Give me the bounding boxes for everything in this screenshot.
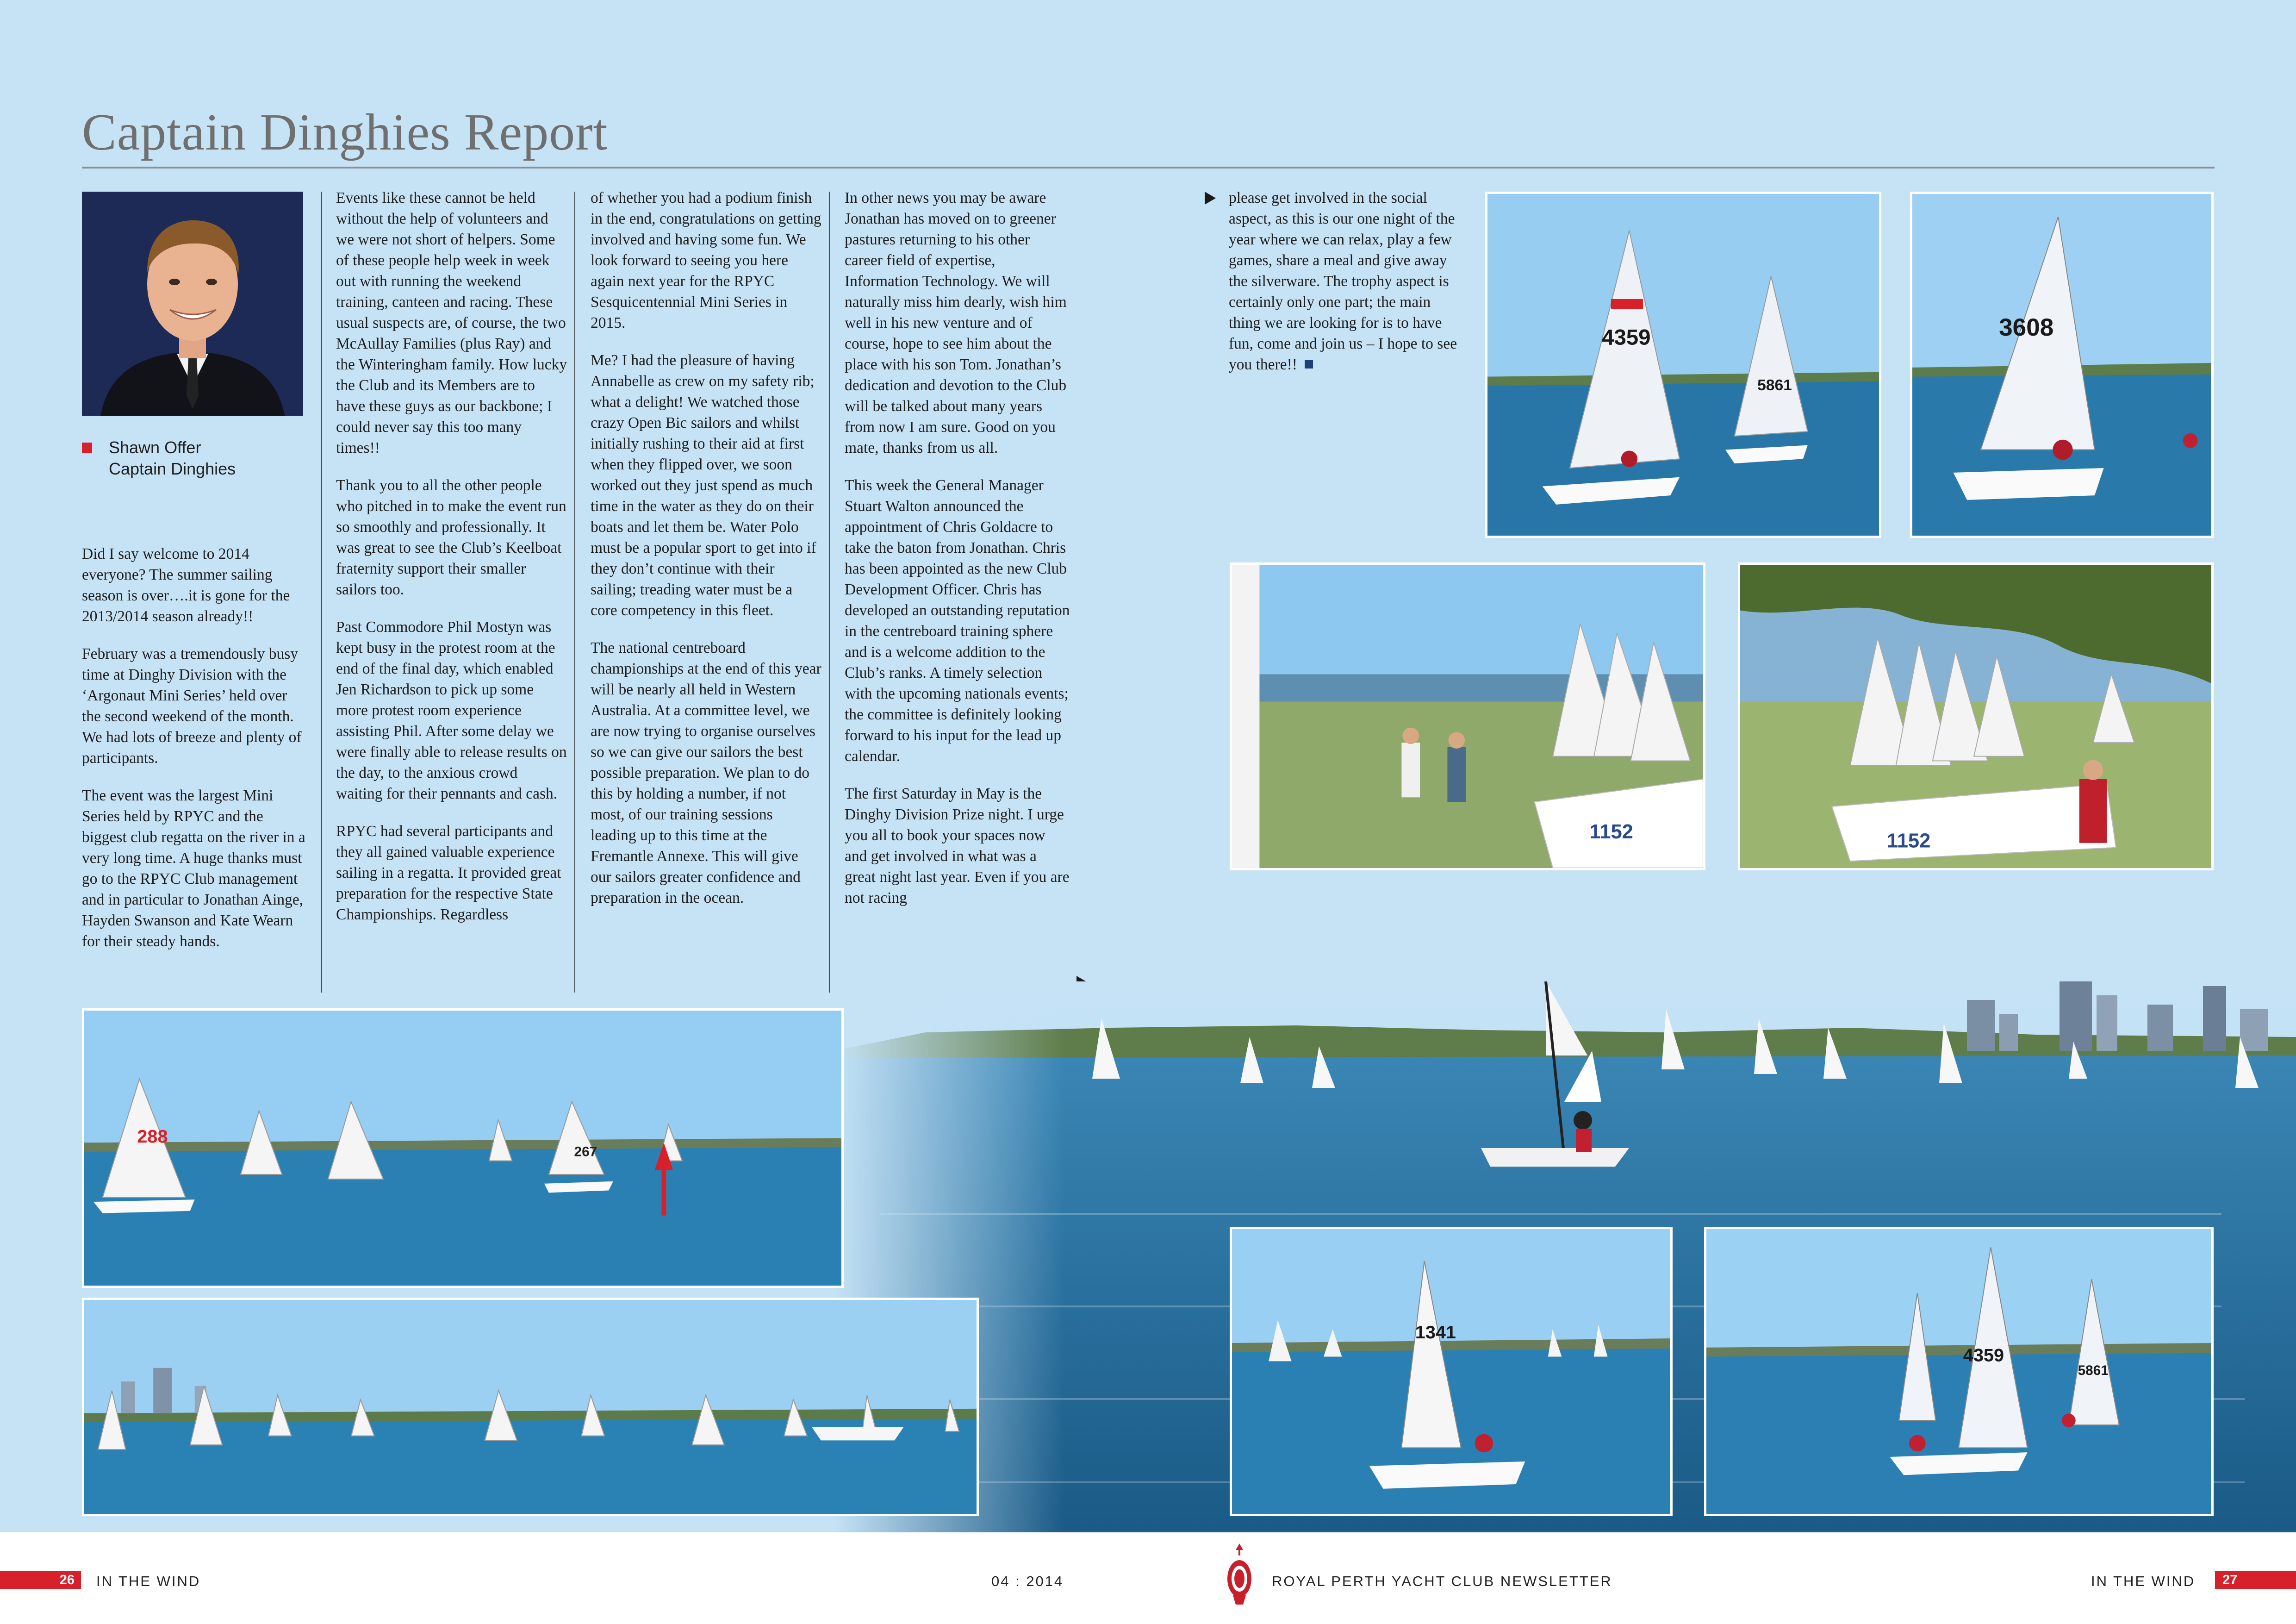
photo-fleet-2 xyxy=(82,1298,979,1516)
paragraph: RPYC had several participants and they all gained valuable experience sailing in a regatta. It provided great preparation for the respective State Championships. Regardless xyxy=(336,823,561,923)
continued-arrow-icon xyxy=(1205,192,1216,205)
sail-number: 1152 xyxy=(1886,830,1931,852)
paragraph: In other news you may be aware Jonathan has moved on to greener pastures returning to his other career field of expertise, Information Technology. We will naturally miss him dearly, wish him well in his new venture and of course, hope to see him about the place with his son Tom. Jonathan’s dedication and devotion to the Club will be talked about many years from now I am sure. Good on you mate, thanks from us all. xyxy=(845,189,1067,456)
paragraph-text: please get involved in the social aspect, as this is our one night of the year where we can relax, play a few games, share a meal and give away the silverware. The trophy aspect is certainly only one part; the main thing we are looking for is to have fun, come and join us – I hope to see you there!! xyxy=(1229,189,1457,373)
column-divider xyxy=(829,192,830,993)
photo-sailing-3 xyxy=(1230,1227,1673,1516)
sail-number: 5861 xyxy=(2078,1362,2109,1378)
end-mark-icon xyxy=(1305,360,1313,369)
author-role: Captain Dinghies xyxy=(109,459,236,478)
paragraph: The event was the largest Mini Series held by RPYC and the biggest club regatta on the river in a very long time. A huge thanks must go to the RPYC Club management and in particular to Jonathan Ainge, Hayden Swanson and Kate Wearn for their steady hands. xyxy=(82,787,305,950)
photo-sailing-4 xyxy=(1704,1227,2214,1516)
paragraph: The national centreboard championships at the end of this year will be nearly all held in Western Australia. At a committee level, we are now trying to organise ourselves so we can give our sailors the best possible preparation. We plan to do this by holding a number, if not most, of our training sessions leading up to this time at the Fremantle Annexe. This will give our sailors greater confidence and preparation in the ocean. xyxy=(591,639,821,906)
article-column-4 xyxy=(845,187,1071,925)
paragraph: Events like these cannot be held without the help of volunteers and we were not short of helpers. Some of these people help week in week out with running the weekend training, canteen and racing. These usual suspects are, of course, the two McAullay Families (plus Ray) and the Winteringham family. How lucky the Club and its Members are to have these guys as our backbone; I could never say this too many times!! xyxy=(336,189,567,456)
sail-number: 4359 xyxy=(1602,325,1651,350)
paragraph: The first Saturday in May is the Dinghy Division Prize night. I urge you all to book your spaces now and get involved in what was a great night last year. Even if you are not racing xyxy=(845,785,1070,906)
issue-date: 04 : 2014 xyxy=(991,1573,1064,1589)
author-caption xyxy=(82,437,236,480)
photo-fleet-1 xyxy=(82,1008,844,1288)
article-column-1 xyxy=(82,543,309,968)
publication-name-right: IN THE WIND xyxy=(2091,1573,2196,1589)
paragraph: Me? I had the pleasure of having Annabelle as crew on my safety rib; what a delight! We watched those crazy Open Bic sailors and whilst initially rushing to their aid at first when they flipped over, we soon worked out they just spend as much time in the water as they do on their boats and let them be. Water Polo must be a popular sport to get into if they don’t continue with their sailing; treading water must be a core competency in this fleet. xyxy=(591,352,816,619)
paragraph: Did I say welcome to 2014 everyone? The summer sailing season is over….it is gone for the 2013/2014 season already!! xyxy=(82,545,290,625)
photo-sailing-1 xyxy=(1485,192,1881,538)
article-column-3 xyxy=(591,187,822,925)
sail-number: 267 xyxy=(574,1144,597,1160)
page-number-left: 26 xyxy=(0,1571,81,1589)
author-portrait xyxy=(82,192,303,416)
sail-number: 5861 xyxy=(1757,377,1792,394)
title-rule xyxy=(82,167,2215,169)
page-footer xyxy=(0,1532,2296,1624)
page-number-right: 27 xyxy=(2215,1571,2296,1589)
sail-number: 1152 xyxy=(1589,821,1633,843)
paragraph xyxy=(1229,187,1460,375)
paragraph: This week the General Manager Stuart Walton announced the appointment of Chris Goldacre to take the baton from Jonathan. Chris has been appointed as the new Club Development Officer. Chris has developed an outstanding reputation in the centreboard training sphere and is a welcome addition to the Club’s ranks. A timely selection with the upcoming nationals events; the committee is definitely looking forward to his input for the lead up calendar. xyxy=(845,477,1070,765)
column-divider xyxy=(574,192,575,993)
column-divider xyxy=(321,192,322,993)
photo-sailing-2 xyxy=(1910,192,2214,538)
paragraph: February was a tremendously busy time at Dinghy Division with the ‘Argonaut Mini Series’ held over the second weekend of the month. We had lots of breeze and plenty of participants. xyxy=(82,645,302,767)
sail-number: 4359 xyxy=(1963,1345,2004,1366)
caption-bullet xyxy=(82,443,92,453)
club-newsletter-title: ROYAL PERTH YACHT CLUB NEWSLETTER xyxy=(1272,1573,1612,1589)
publication-name-left: IN THE WIND xyxy=(96,1573,201,1589)
photo-shore-2 xyxy=(1738,562,2214,870)
paragraph: Thank you to all the other people who pitched in to make the event run so smoothly and professionally. It was great to see the Club’s Keelboat fraternity support their smaller sailors too. xyxy=(336,477,566,598)
article-column-2 xyxy=(336,187,567,942)
author-name: Shawn Offer xyxy=(109,438,201,457)
sail-number: 288 xyxy=(137,1126,168,1147)
paragraph: of whether you had a podium finish in the end, congratulations on getting involved and having some fun. We look forward to seeing you here again next year for the RPYC Sesquicentennial Mini Series in 2015. xyxy=(591,189,821,331)
photo-shore-1 xyxy=(1230,562,1705,870)
article-column-5 xyxy=(1229,187,1460,392)
article-title: Captain Dinghies Report xyxy=(82,104,608,161)
club-crest-icon xyxy=(1226,1542,1252,1606)
sail-number: 1341 xyxy=(1415,1322,1456,1343)
sail-number: 3608 xyxy=(1999,313,2054,341)
paragraph: Past Commodore Phil Mostyn was kept busy in the protest room at the end of the final day, which enabled Jen Richardson to pick up some more protest room experience assisting Phil. After some delay we were finally able to release results on the day, to the anxious crowd waiting for their pennants and cash. xyxy=(336,618,567,802)
